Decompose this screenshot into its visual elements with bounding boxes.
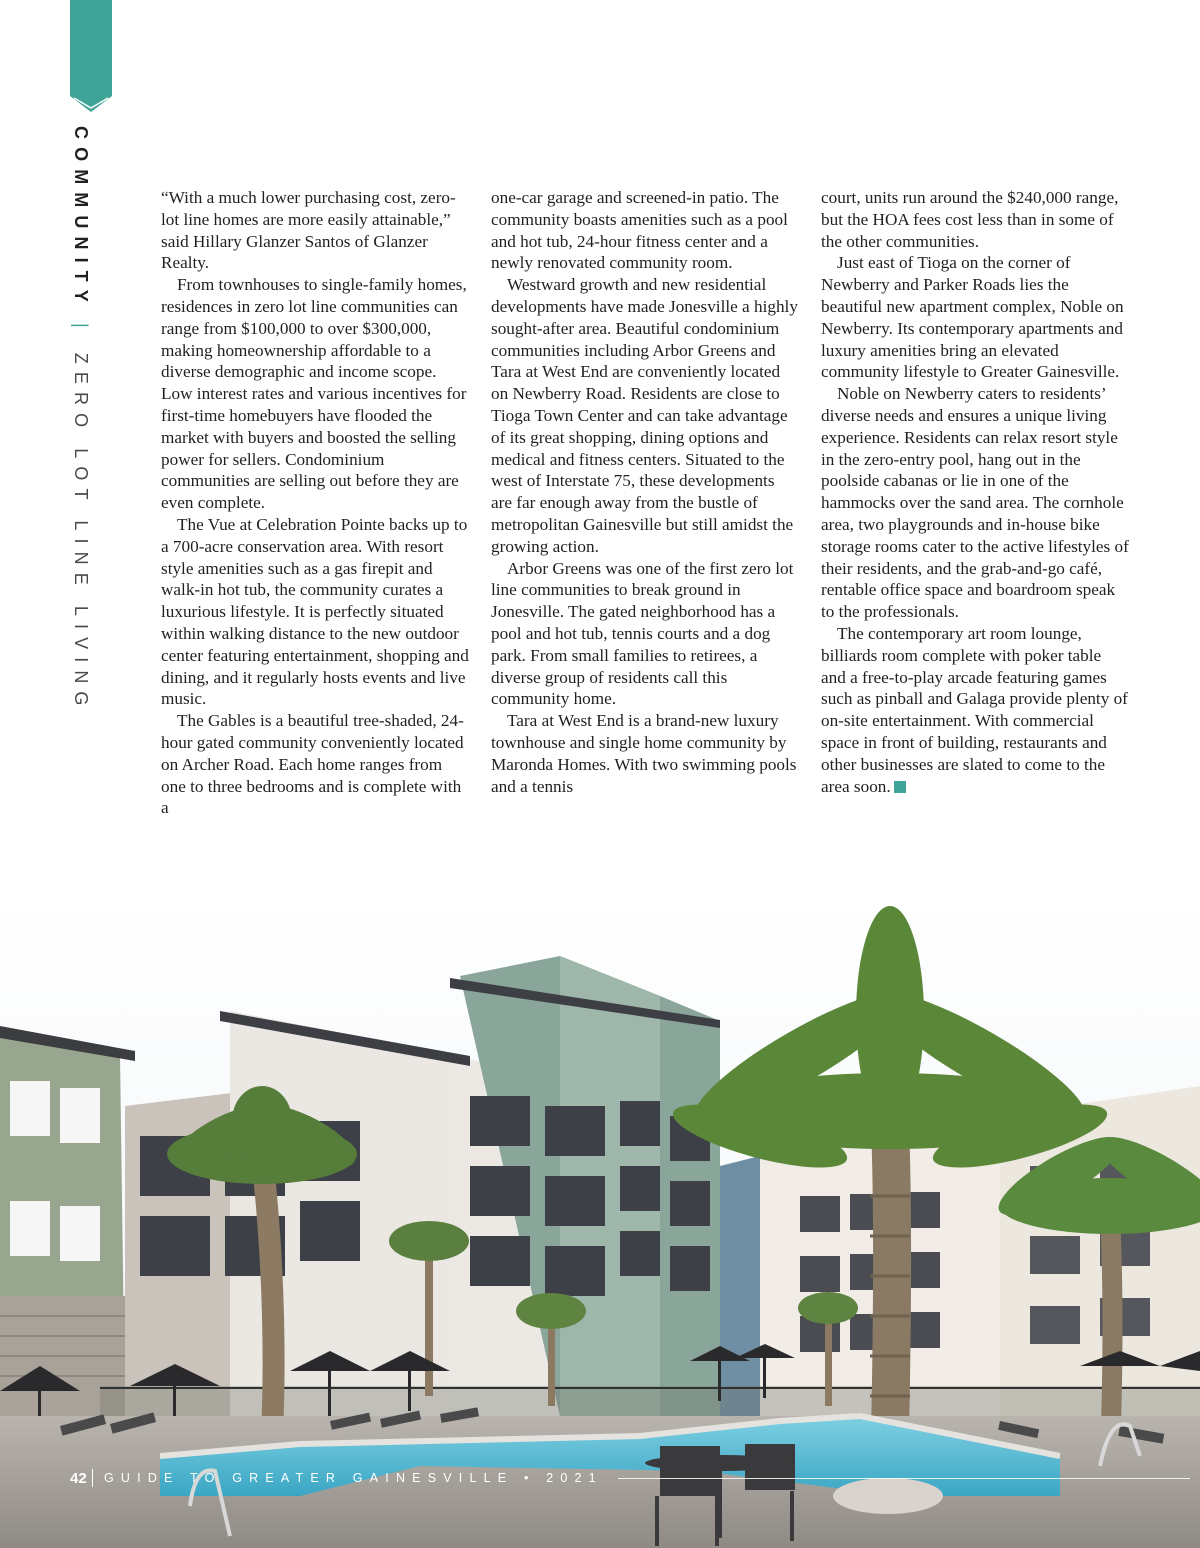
paragraph: The contemporary art room lounge, billiards room complete with poker table and a free-to-play arcade featuring games such as pinball and Galaga provide plenty of on-site entertainment. With commercial space in front of building, restaurants and other businesses are slated to come to the area soon. <box>821 623 1128 796</box>
article-column-1 <box>161 187 469 819</box>
paragraph: Just east of Tioga on the corner of Newberry and Parker Roads lies the beautiful new apartment complex, Noble on Newberry. Its contemporary apartments and luxury amenities bring an elevated community lifestyle to Greater Gainesville. <box>821 253 1124 382</box>
footer-divider <box>92 1469 93 1487</box>
paragraph: Tara at West End is a brand-new luxury townhouse and single home community by Maronda Homes. With two swimming pools and a tennis <box>491 711 797 796</box>
page-number: 42 <box>70 1470 87 1487</box>
pool-courtyard-photo <box>0 896 1200 1548</box>
paragraph: Arbor Greens was one of the first zero lot line communities to break ground in Jonesville. The gated neighborhood has a pool and hot tub, tennis courts and a dog park. From small families to retirees, a diverse group of residents call this community home. <box>491 558 794 709</box>
article-column-2 <box>491 187 799 797</box>
paragraph: Westward growth and new residential developments have made Jonesville a highly sought-after area. Beautiful condominium communities including Arbor Greens and Tara at West End are conveniently located on Newberry Road. Residents are close to Tioga Town Center and can take advantage of its great shopping, dining options and medical and fitness centers. Situated to the west of Interstate 75, these developments are far enough away from the bustle of metropolitan Gainesville but still amidst the growing action. <box>491 275 798 556</box>
paragraph: The Vue at Celebration Pointe backs up to a 700-acre conservation area. With resort style amenities such as a gas firepit and walk-in hot tub, the community curates a luxurious lifestyle. It is perfectly situated within walking distance to the new outdoor center featuring entertainment, shopping and dining, and it regularly hosts events and live music. <box>161 514 469 709</box>
footer-rule <box>618 1478 1190 1479</box>
end-of-article-mark <box>894 781 906 793</box>
section-tab-marker <box>70 0 112 112</box>
paragraph: The Gables is a beautiful tree-shaded, 24-hour gated community conveniently located on Archer Road. Each home ranges from one to three bedrooms and is complete with a <box>161 711 464 818</box>
paragraph: From townhouses to single-family homes, residences in zero lot line communities can range from $100,000 to over $300,000, making homeownership affordable to a diverse demographic and income scope. Low interest rates and various incentives for first-time homebuyers have flooded the market with buyers and boosted the selling power for sellers. Condominium communities are selling out before they are even complete. <box>161 275 467 513</box>
section-topic: ZERO LOT LINE LIVING <box>71 352 91 714</box>
paragraph: Noble on Newberry caters to residents’ diverse needs and ensures a unique living experience. Residents can relax resort style in the zero-entry pool, hang out in the poolside cabanas or lie in one of the hammocks over the sand area. The cornhole area, two playgrounds and in-house bike storage rooms cater to the active lifestyles of their residents, and the grab-and-go café, rentable office space and boardroom speak to the professionals. <box>821 384 1129 622</box>
section-separator: | <box>71 323 91 334</box>
publication-name: GUIDE TO GREATER GAINESVILLE • 2021 <box>104 1471 603 1485</box>
paragraph: court, units run around the $240,000 range, but the HOA fees cost less than in some of the other communities. <box>821 188 1119 251</box>
article-column-3 <box>821 187 1129 797</box>
paragraph: “With a much lower purchasing cost, zero-lot line homes are more easily attainable,” said Hillary Glanzer Santos of Glanzer Realty. <box>161 188 456 273</box>
page-footer <box>70 1470 1190 1490</box>
section-name: COMMUNITY <box>71 126 91 310</box>
paragraph: one-car garage and screened-in patio. The community boasts amenities such as a pool and hot tub, 24-hour fitness center and a newly renovated community room. <box>491 188 788 273</box>
section-label <box>70 126 91 714</box>
